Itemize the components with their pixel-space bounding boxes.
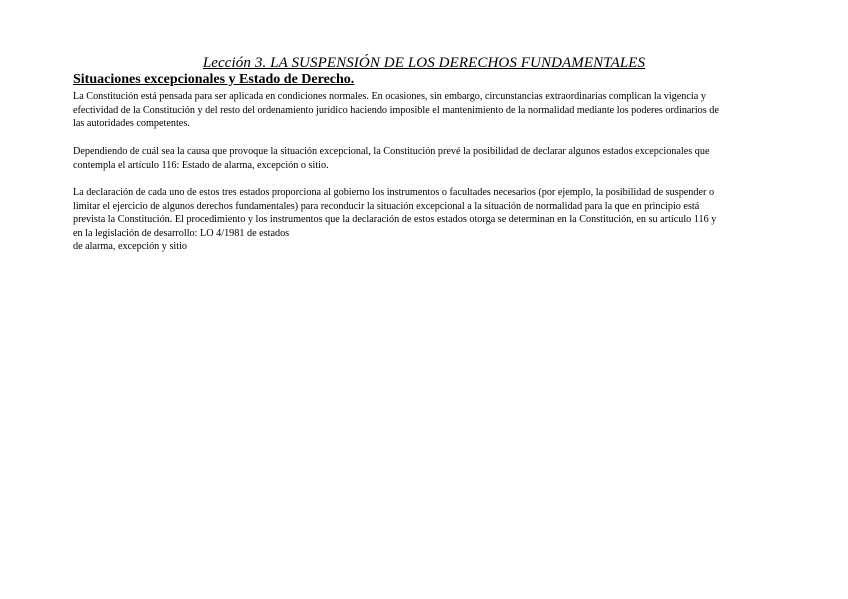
paragraph: Dependiendo de cuál sea la causa que provoque la situación excepcional, la Constitución prevé la posibilidad de declarar algunos estados excepcionales que contempla el artículo 116: Estado de alarma, excepción o sitio. [73,146,710,171]
section-heading: Situaciones excepcionales y Estado de Derecho. [73,72,355,87]
paragraph: La Constitución está pensada para ser aplicada en condiciones normales. En ocasiones, sin embargo, circunstancias extraordinarias complican la vigencia y efectividad de la Constitución y del resto del ordenamiento jurídico haciendo imposible el mantenimiento de la normalidad mediante los poderes ordinarios de las autoridades competentes. [73,91,719,129]
paragraph: La declaración de cada uno de estos tres estados proporciona al gobierno los instrumentos o facultades necesarios (por ejemplo, la posibilidad de suspender o limitar el ejercicio de algunos derechos fundamentales) para reconducir la situación excepcional a la situación de normalidad para la que en principio está prevista la Constitución. El procedimiento y los instrumentos que la declaración de estos estados otorga se determinan en la Constitución, en su artículo 116 y en la legislación de desarrollo: LO 4/1981 de estados de alarma, excepción y sitio [73,187,717,252]
page-title: Lección 3. LA SUSPENSIÓN DE LOS DERECHOS FUNDAMENTALES [202,55,646,71]
